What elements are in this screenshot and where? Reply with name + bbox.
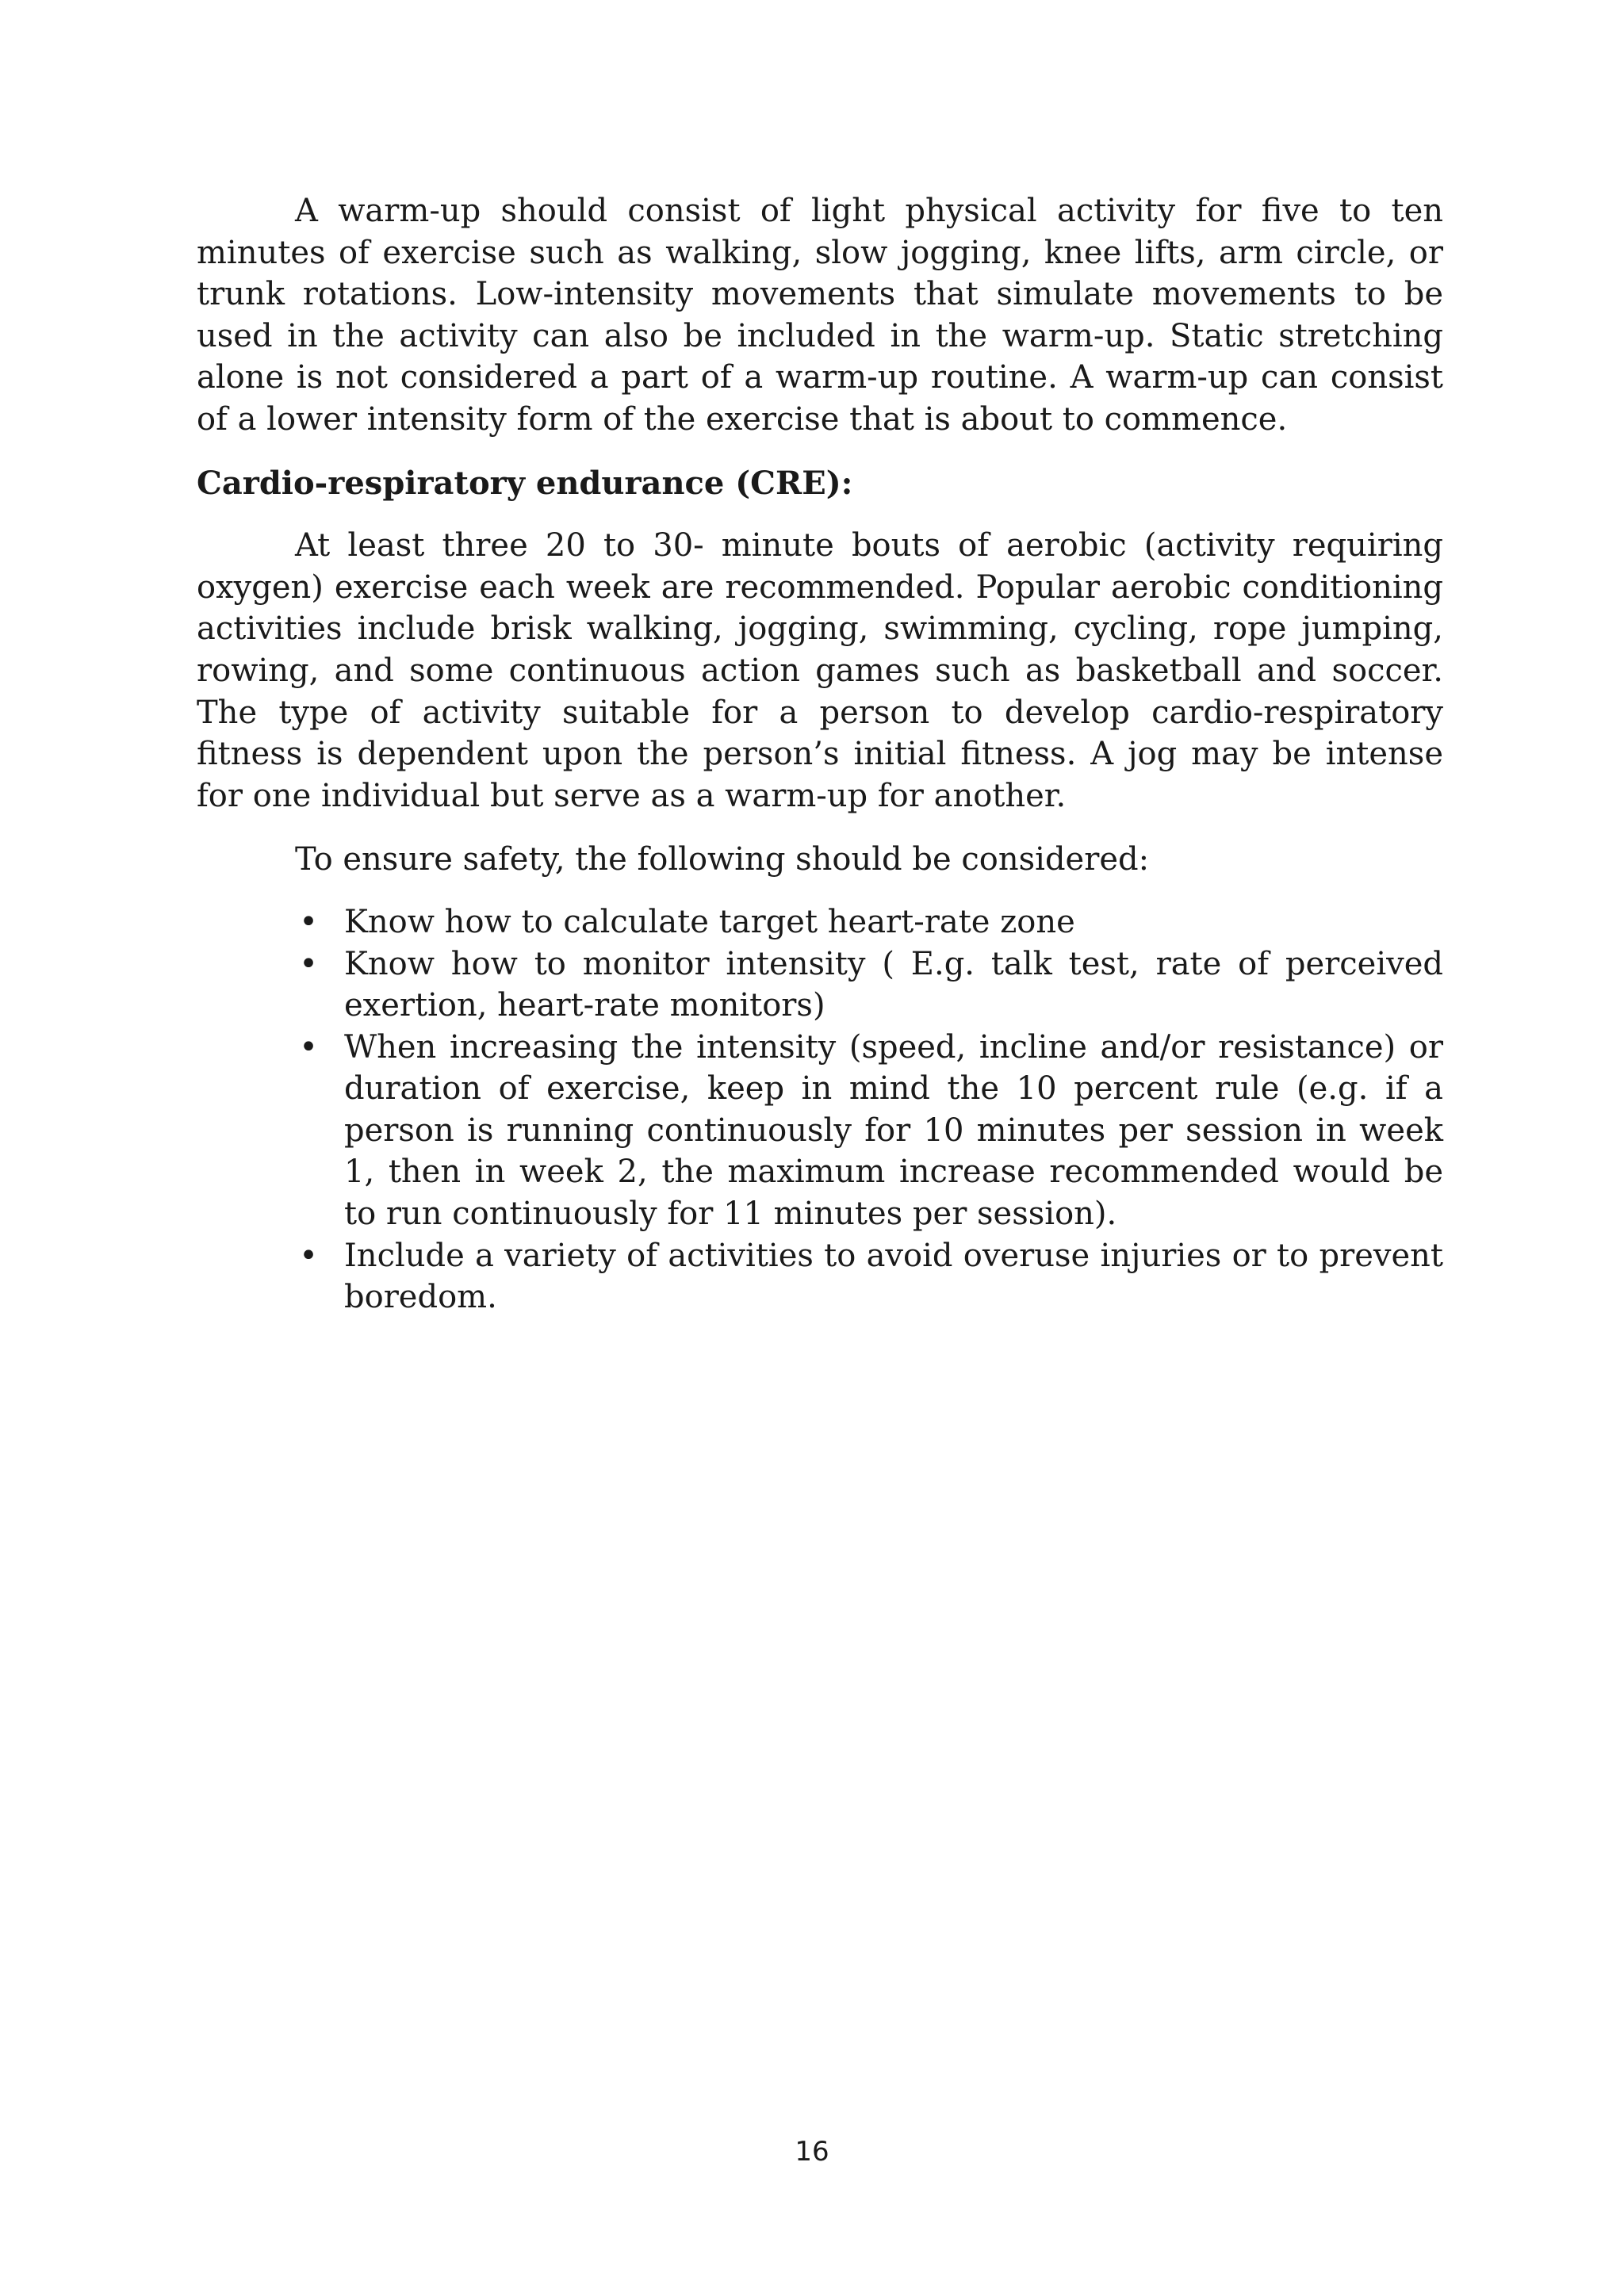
warmup-paragraph: A warm-up should consist of light physical activity for five to ten minutes of exercise such as walking, slow jogging, knee lifts, arm circle, or trunk rotations. Low-intensity movements that simulate movements to be used in the activity can also be included in the warm-up. Static stretching alone is not considered a part of a warm-up routine. A warm-up can consist of a lower intensity form of the exercise that is about to commence. <box>197 193 1443 438</box>
list-item-text: Include a variety of activities to avoid overuse injuries or to prevent boredom. <box>344 1237 1443 1316</box>
bullet-icon: • <box>299 1237 318 1274</box>
list-item-text: Know how to calculate target heart-rate zone <box>344 903 1075 940</box>
list-item <box>299 901 1443 943</box>
list-item <box>299 943 1443 1027</box>
safety-intro: To ensure safety, the following should be considered: <box>295 841 1150 878</box>
page-number: 16 <box>795 2136 829 2168</box>
list-item <box>299 1235 1443 1318</box>
list-item-text: When increasing the intensity (speed, incline and/or resistance) or duration of exercise, keep in mind the 10 percent rule (e.g. if a person is running continuously for 10 minutes per session in week 1, then in week 2, the maximum increase recommended would be to run continuously for 11 minutes per session). <box>344 1028 1443 1233</box>
safety-list <box>197 901 1443 1318</box>
bullet-icon: • <box>299 945 318 982</box>
bullet-icon: • <box>299 1028 318 1066</box>
list-item <box>299 1027 1443 1235</box>
section-heading: Cardio-respiratory endurance (CRE): <box>197 464 853 502</box>
page-content <box>197 190 1443 1318</box>
cre-paragraph: At least three 20 to 30- minute bouts of aerobic (activity requiring oxygen) exercise each week are recommended. Popular aerobic conditioning activities include brisk walking, jogging, swimming, cycling, rope jumping, rowing, and some continuous action games such as basketball and soccer. The type of activity suitable for a person to develop cardio-respiratory fitness is dependent upon the person’s initial fitness. A jog may be intense for one individual but serve as a warm-up for another. <box>197 527 1443 814</box>
bullet-icon: • <box>299 903 318 940</box>
list-item-text: Know how to monitor intensity ( E.g. talk test, rate of perceived exertion, heart-rate monitors) <box>344 945 1443 1024</box>
